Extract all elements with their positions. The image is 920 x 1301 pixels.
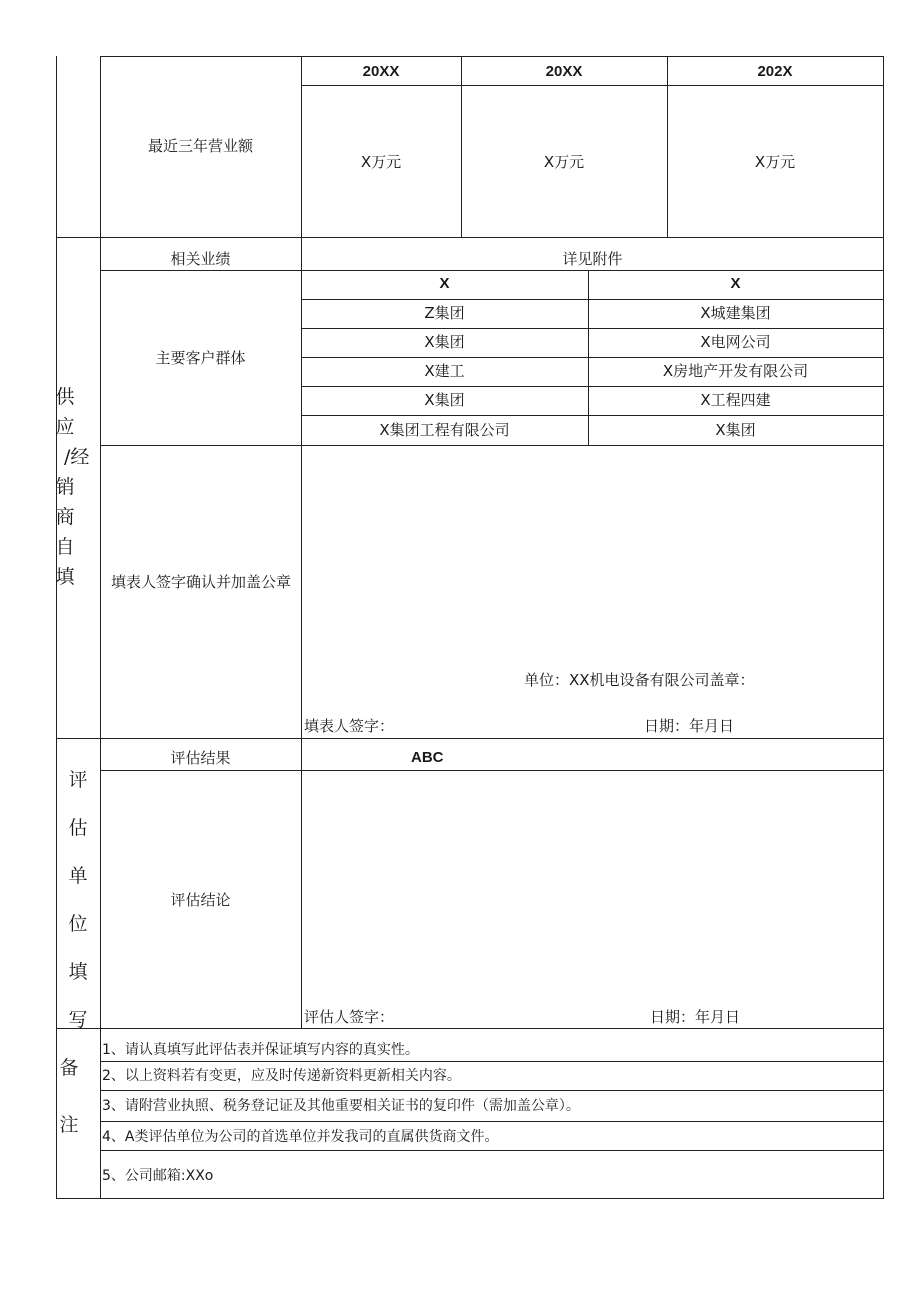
sign-confirm-label: 填表人签字确认并加盖公章 (110, 573, 291, 591)
revenue-year-3: 202X (757, 63, 793, 80)
related-performance-value: 详见附件 (562, 250, 623, 268)
revenue-year-1: 20XX (362, 63, 400, 80)
evaluation-conclusion-label: 评估结论 (170, 891, 231, 909)
customer-cell: X集团工程有限公司 (379, 421, 510, 439)
customer-cell: X房地产开发有限公司 (662, 362, 809, 380)
customer-cell: X集团 (715, 421, 756, 439)
customer-cell: Z集团 (424, 304, 465, 322)
customer-cell: X电网公司 (700, 333, 771, 351)
related-performance-label: 相关业绩 (170, 250, 231, 268)
evaluator-signer: 评估人签字： (304, 1008, 395, 1026)
supplier-unit-stamp: 单位：XX机电设备有限公司盖章： (524, 671, 755, 689)
note-item: 5、公司邮箱:XXo (102, 1168, 214, 1184)
customers-label: 主要客户群体 (155, 349, 246, 367)
revenue-label: 最近三年营业额 (147, 137, 253, 155)
evaluation-result-value: ABC (411, 749, 444, 766)
customer-cell: X (439, 275, 450, 292)
note-item: 2、以上资料若有变更，应及时传递新资料更新相关内容。 (102, 1068, 461, 1084)
revenue-year-2: 20XX (545, 63, 583, 80)
revenue-value-1: X万元 (360, 153, 402, 171)
supplier-signer: 填表人签字： (304, 717, 395, 735)
customer-cell: X集团 (424, 333, 465, 351)
note-item: 1、请认真填写此评估表并保证填写内容的真实性。 (102, 1042, 419, 1058)
evaluation-date: 日期：年月日 (650, 1008, 741, 1026)
customer-cell: X集团 (424, 391, 465, 409)
evaluation-section-label: 评 估 单 位 填 写 (68, 769, 88, 1031)
revenue-value-2: X万元 (543, 153, 585, 171)
notes-section-label: 备 注 (59, 1057, 79, 1136)
evaluation-result-label: 评估结果 (170, 749, 231, 767)
customer-cell: X (730, 275, 741, 292)
customer-cell: X建工 (424, 362, 465, 380)
customer-cell: X城建集团 (700, 304, 771, 322)
note-item: 3、请附营业执照、税务登记证及其他重要相关证书的复印件（需加盖公章）。 (102, 1098, 580, 1114)
supplier-date: 日期：年月日 (644, 717, 735, 735)
supplier-section-label: 供 应 /经 销 商 自 填 (55, 386, 90, 588)
revenue-value-3: X万元 (754, 153, 796, 171)
customer-cell: X工程四建 (700, 391, 771, 409)
note-item: 4、A类评估单位为公司的首选单位并发我司的直属供货商文件。 (102, 1129, 499, 1145)
